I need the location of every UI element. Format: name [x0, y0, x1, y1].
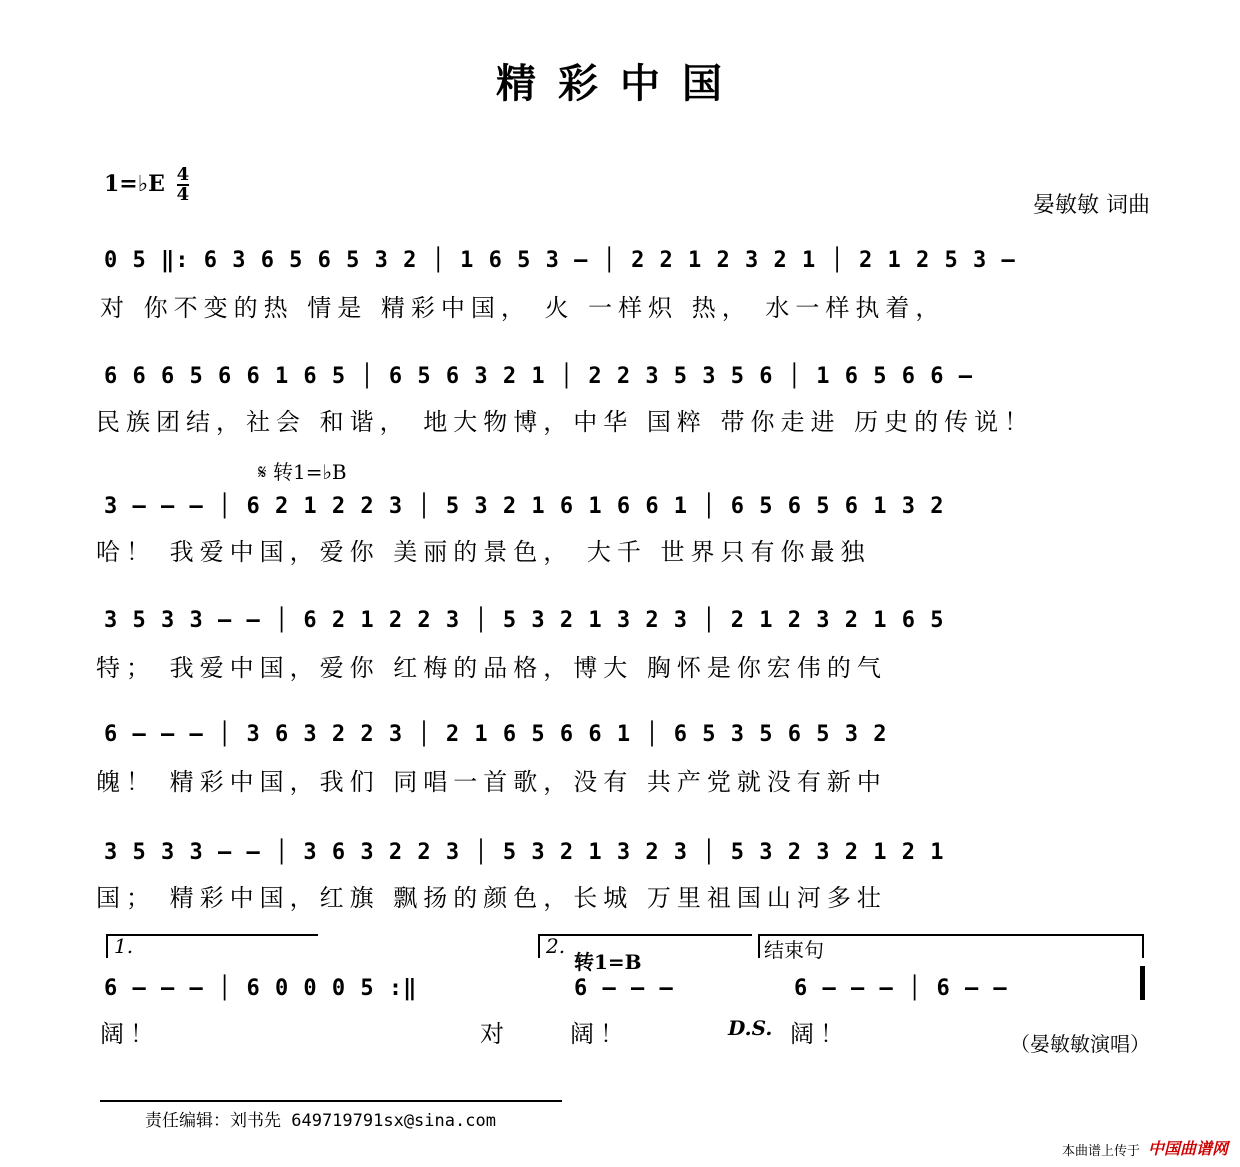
- lyrics-line-5: 魄！ 精彩中国，我们 同唱一首歌，没有 共产党就没有新中: [96, 768, 887, 796]
- lyric-ending-2: 阔！: [570, 1020, 630, 1048]
- dal-segno: D.S.: [728, 1016, 773, 1040]
- lyrics-line-6: 国； 精彩中国，红旗 飘扬的颜色，长城 万里祖国山河多壮: [96, 884, 887, 912]
- upload-text: 本曲谱上传于: [1061, 1144, 1140, 1159]
- coda-bracket-left: [758, 934, 760, 958]
- editor-credit: 责任编辑：刘书先 649719791sx@sina.com: [145, 1111, 496, 1131]
- time-sig-bottom: 4: [176, 184, 190, 205]
- notes-ending-1: 6 – – – │ 6 0 0 0 5 :‖: [104, 976, 418, 1001]
- coda-bracket-right: [1142, 934, 1144, 958]
- coda-label: 结束句: [764, 938, 824, 962]
- lyrics-line-3: 哈！ 我爱中国，爱你 美丽的景色， 大千 世界只有你最独: [96, 538, 871, 566]
- site-logo[interactable]: 中国曲谱网: [1147, 1139, 1228, 1158]
- segno-key-change: 𝄋 转1=♭B: [258, 460, 347, 484]
- ending-1-bracket-side: [106, 934, 108, 958]
- ending-2-label: 2.: [546, 934, 566, 958]
- ending-2-key: 转1=B: [574, 950, 642, 974]
- key-signature: 1=♭E $\frac{4}{4}$: [104, 164, 190, 205]
- notes-line-4: 3 5 3 3 – – │ 6 2 1 2 2 3 │ 5 3 2 1 3 2 3 │ 2 1 2 3 2 1 6 5: [104, 608, 945, 633]
- lyrics-line-2: 民族团结，社会 和谐， 地大物博，中华 国粹 带你走进 历史的传说！: [96, 408, 1035, 436]
- lyrics-line-4: 特； 我爱中国，爱你 红梅的品格，博大 胸怀是你宏伟的气: [96, 654, 887, 682]
- time-sig-top: 4: [176, 164, 190, 185]
- final-barline: [1140, 966, 1145, 1000]
- singer-credit: （晏敏敏演唱）: [1010, 1032, 1150, 1056]
- lyric-ending-1: 阔！: [100, 1020, 160, 1048]
- notes-coda: 6 – – – │ 6 – –: [794, 976, 1008, 1001]
- notes-line-6: 3 5 3 3 – – │ 3 6 3 2 2 3 │ 5 3 2 1 3 2 3 │ 5 3 2 3 2 1 2 1: [104, 840, 945, 865]
- page-title: 精彩中国: [496, 60, 744, 107]
- notes-line-1: 0 5 ‖: 6 3 6 5 6 5 3 2 │ 1 6 5 3 – │ 2 2 1 2 3 2 1 │ 2 1 2 5 3 –: [104, 248, 1016, 273]
- ending-2-bracket-side: [538, 934, 540, 958]
- footer-rule: [100, 1100, 562, 1102]
- notes-line-3: 3 – – – │ 6 2 1 2 2 3 │ 5 3 2 1 6 1 6 6 1 │ 6 5 6 5 6 1 3 2: [104, 494, 945, 519]
- lyric-coda: 阔！: [790, 1020, 850, 1048]
- ending-2-bracket: [538, 934, 752, 936]
- notes-ending-2: 6 – – –: [574, 976, 674, 1001]
- notes-line-5: 6 – – – │ 3 6 3 2 2 3 │ 2 1 6 5 6 6 1 │ 6 5 3 5 6 5 3 2: [104, 722, 888, 747]
- composer: 晏敏敏 词曲: [1033, 193, 1150, 218]
- ending-1-bracket: [106, 934, 318, 936]
- notes-line-2: 6 6 6 5 6 6 1 6 5 │ 6 5 6 3 2 1 │ 2 2 3 5 3 5 6 │ 1 6 5 6 6 –: [104, 364, 973, 389]
- ending-1-label: 1.: [114, 934, 134, 958]
- lyrics-line-1: 对 你不变的热 情是 精彩中国， 火 一样炽 热， 水一样执着，: [100, 294, 946, 322]
- lyric-pickup: 对: [480, 1020, 510, 1048]
